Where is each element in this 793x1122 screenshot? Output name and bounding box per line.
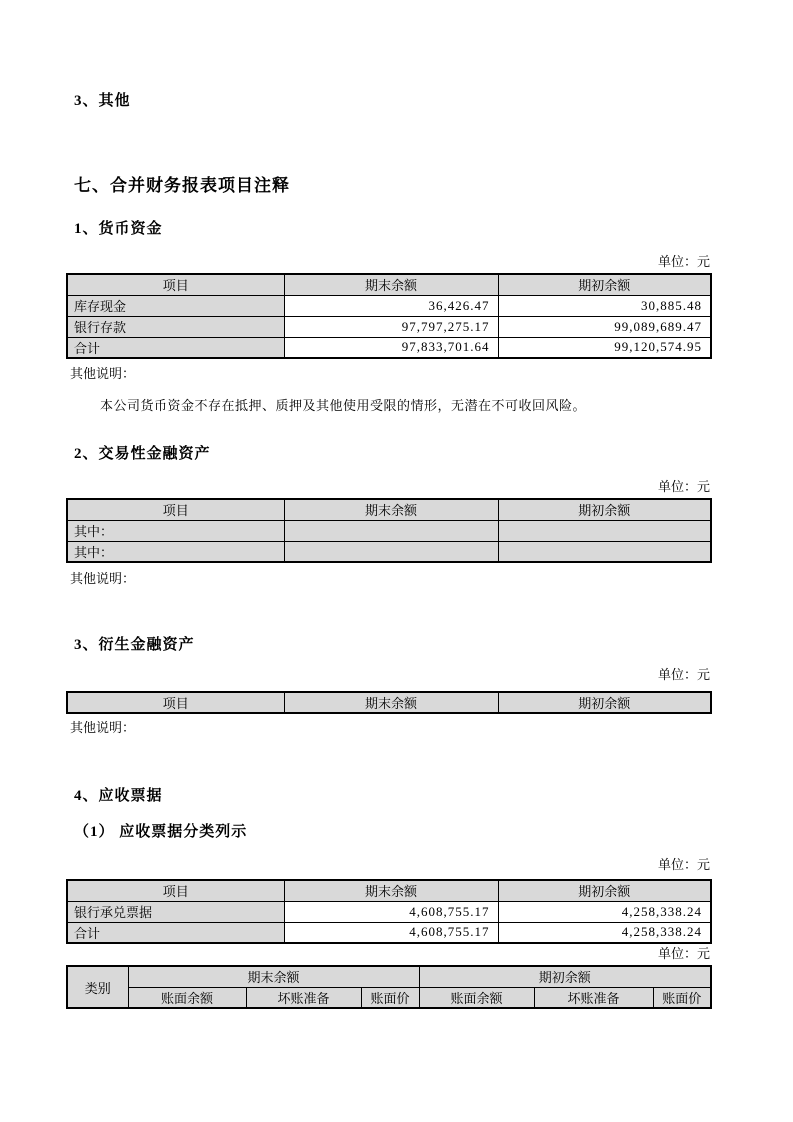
header-cell-ending: 期末余额 (284, 692, 498, 713)
heading-section-7: 七、合并财务报表项目注释 (74, 176, 290, 195)
monetary-funds-table (66, 273, 712, 359)
header-cell-ending-group: 期末余额 (128, 966, 419, 987)
beginning-value-cell: 4,258,338.24 (498, 922, 711, 943)
table-group-header-row (67, 966, 711, 987)
header-cell-item: 项目 (67, 692, 284, 713)
header-cell-book-value: 账面价 (653, 987, 711, 1008)
ending-value-cell: 36,426.47 (284, 295, 498, 316)
item-cell: 合计 (67, 922, 284, 943)
table-row (67, 541, 711, 562)
ending-value-cell: 97,833,701.64 (284, 337, 498, 358)
table-header-row (67, 499, 711, 520)
header-cell-book-balance: 账面余额 (128, 987, 246, 1008)
header-cell-bad-debt-provision: 坏账准备 (246, 987, 361, 1008)
item-cell: 合计 (67, 337, 284, 358)
table-row (67, 520, 711, 541)
beginning-value-cell: 99,089,689.47 (498, 316, 711, 337)
header-cell-category: 类别 (67, 966, 128, 1008)
item-cell: 银行承兑票据 (67, 901, 284, 922)
table-header-row (67, 274, 711, 295)
table-row (67, 295, 711, 316)
ending-value-cell: 4,608,755.17 (284, 901, 498, 922)
beginning-value-cell: 30,885.48 (498, 295, 711, 316)
header-cell-ending: 期末余额 (284, 880, 498, 901)
header-cell-ending: 期末余额 (284, 499, 498, 520)
table-header-row (67, 880, 711, 901)
ending-value-cell (284, 520, 498, 541)
table-row-total (67, 337, 711, 358)
other-note-label: 其他说明： (70, 720, 136, 735)
header-cell-item: 项目 (67, 880, 284, 901)
table-row (67, 316, 711, 337)
other-note-label: 其他说明： (70, 571, 136, 586)
ending-value-cell: 4,608,755.17 (284, 922, 498, 943)
header-cell-book-balance: 账面余额 (419, 987, 534, 1008)
ending-value-cell: 97,797,275.17 (284, 316, 498, 337)
beginning-value-cell (498, 541, 711, 562)
heading-monetary-funds: 1、货币资金 (74, 221, 163, 237)
header-cell-bad-debt-provision: 坏账准备 (534, 987, 653, 1008)
header-cell-beginning: 期初余额 (498, 274, 711, 295)
item-cell: 库存现金 (67, 295, 284, 316)
header-cell-beginning-group: 期初余额 (419, 966, 711, 987)
table-header-row (67, 692, 711, 713)
beginning-value-cell (498, 520, 711, 541)
unit-label-notes-receivable-detail: 单位：元 (657, 946, 710, 961)
monetary-funds-note-text: 本公司货币资金不存在抵押、质押及其他使用受限的情形，无潜在不可收回风险。 (100, 398, 587, 413)
trading-assets-table (66, 498, 712, 563)
header-cell-ending: 期末余额 (284, 274, 498, 295)
table-row-total (67, 922, 711, 943)
item-cell: 其中： (67, 541, 284, 562)
header-cell-beginning: 期初余额 (498, 499, 711, 520)
other-note-label: 其他说明： (70, 366, 136, 381)
unit-label-monetary-funds: 单位：元 (657, 254, 710, 269)
unit-label-derivative-assets: 单位：元 (657, 667, 710, 682)
header-cell-item: 项目 (67, 499, 284, 520)
table-row (67, 901, 711, 922)
heading-derivative-assets: 3、衍生金融资产 (74, 637, 195, 653)
unit-label-notes-receivable: 单位：元 (657, 857, 710, 872)
heading-other: 3、其他 (74, 93, 131, 109)
header-cell-book-value: 账面价 (361, 987, 419, 1008)
notes-receivable-table (66, 879, 712, 944)
heading-notes-receivable-classification: （1） 应收票据分类列示 (74, 824, 248, 840)
header-cell-item: 项目 (67, 274, 284, 295)
item-cell: 其中： (67, 520, 284, 541)
table-sub-header-row (67, 987, 711, 1008)
notes-receivable-detail-table (66, 965, 712, 1009)
beginning-value-cell: 4,258,338.24 (498, 901, 711, 922)
unit-label-trading-assets: 单位：元 (657, 479, 710, 494)
item-cell: 银行存款 (67, 316, 284, 337)
ending-value-cell (284, 541, 498, 562)
header-cell-beginning: 期初余额 (498, 692, 711, 713)
derivative-assets-table (66, 691, 712, 714)
header-cell-beginning: 期初余额 (498, 880, 711, 901)
beginning-value-cell: 99,120,574.95 (498, 337, 711, 358)
heading-notes-receivable: 4、应收票据 (74, 788, 163, 804)
heading-trading-assets: 2、交易性金融资产 (74, 446, 211, 462)
